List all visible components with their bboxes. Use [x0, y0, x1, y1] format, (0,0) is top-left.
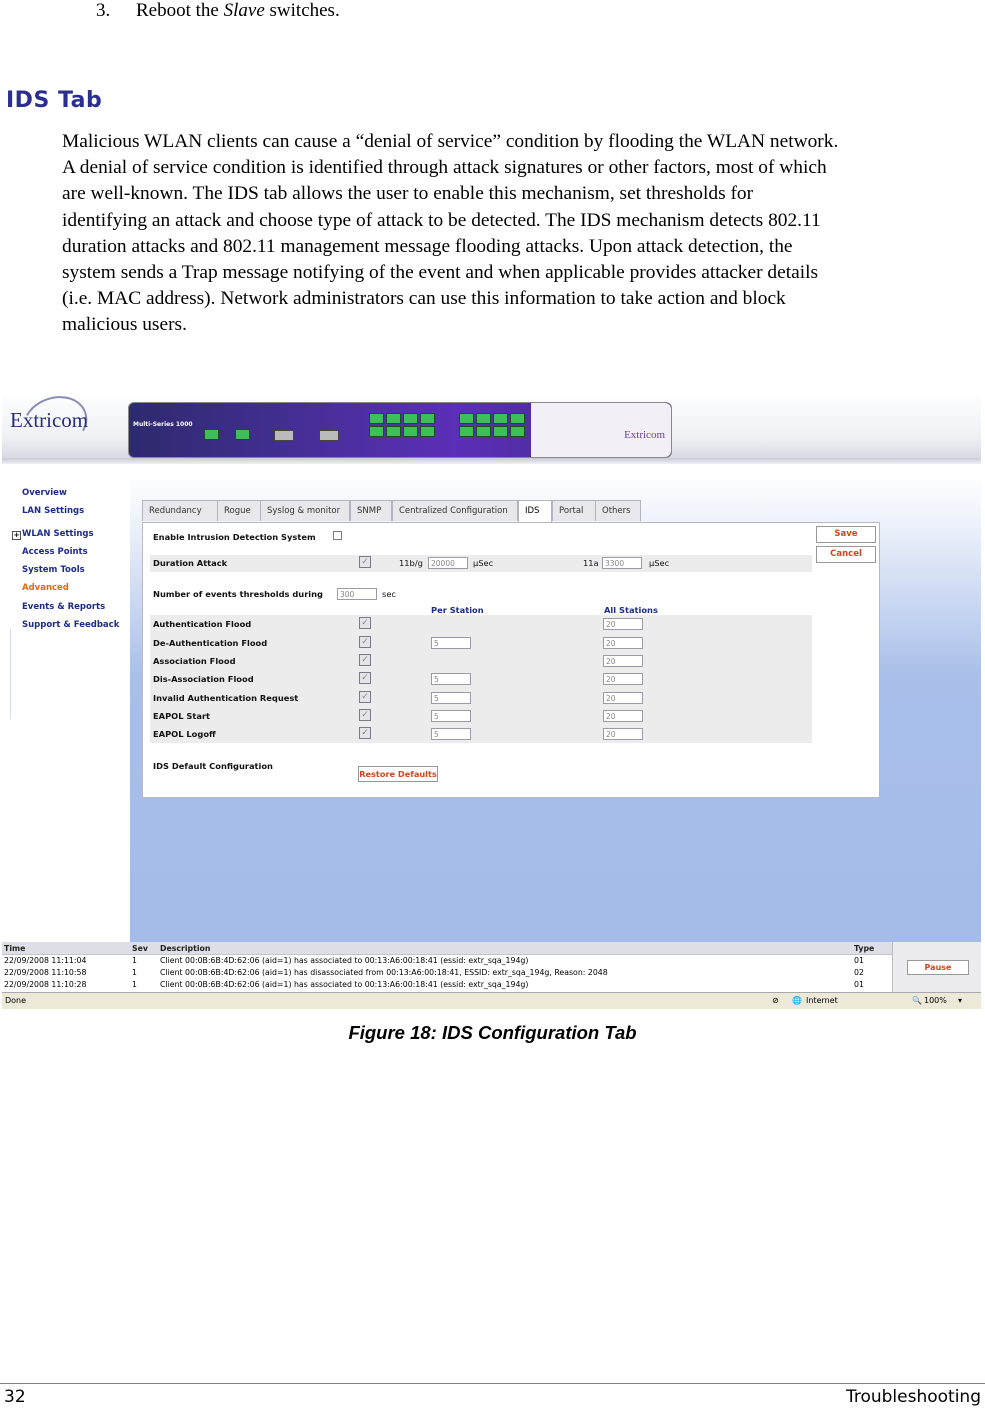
nav-events-reports[interactable]: Events & Reports [22, 601, 106, 612]
nav-advanced[interactable]: Advanced [22, 583, 69, 594]
threshold-unit: sec [382, 589, 396, 599]
sidebar-nav [10, 488, 128, 638]
chevron-down-icon[interactable]: ▾ [958, 996, 963, 1005]
ethernet-port-icon [386, 413, 401, 424]
extricom-logo: Extricom [10, 408, 89, 432]
tab-rogue[interactable]: Rogue [217, 500, 263, 521]
ethernet-port-icon [386, 426, 401, 437]
duration-a-input[interactable]: 3300 [602, 557, 642, 569]
tab-centralized-configuration[interactable]: Centralized Configuration [392, 500, 518, 521]
nav-separator [10, 629, 11, 719]
tab-syslog-monitor[interactable]: Syslog & monitor [260, 500, 350, 521]
event-desc: Client 00:0B:6B:4D:62:06 (aid=1) has associated to 00:13:A6:00:18:41 (essid: extr_sqa_194g) [160, 956, 529, 965]
duration-bg-label: 11b/g [399, 558, 423, 568]
threshold-label: Number of events thresholds during [153, 589, 323, 599]
ethernet-port-icon [459, 426, 474, 437]
nav-lan-settings[interactable]: LAN Settings [22, 506, 85, 517]
duration-attack-label: Duration Attack [153, 558, 228, 568]
duration-a-label: 11a [583, 558, 599, 568]
step-text-suffix: switches. [264, 0, 340, 21]
ids-default-config-label: IDS Default Configuration [153, 761, 273, 771]
page-number: 32 [4, 1387, 26, 1407]
header-divider [2, 458, 981, 464]
status-zoom[interactable]: 100% [924, 996, 947, 1005]
all-stations-input[interactable]: 20 [603, 710, 643, 722]
body-paragraph [62, 129, 985, 339]
event-type: 02 [854, 968, 864, 977]
ethernet-port-icon [204, 429, 219, 440]
blocked-icon: ⊘ [772, 996, 779, 1005]
per-station-header: Per Station [431, 605, 484, 615]
status-done: Done [5, 996, 27, 1005]
nav-system-tools[interactable]: System Tools [22, 565, 85, 576]
flood-label: Association Flood [153, 656, 236, 666]
col-desc-header: Description [160, 944, 211, 953]
section-title: IDS Tab [6, 88, 103, 113]
nav-wlan-settings-label: WLAN Settings [22, 528, 94, 539]
paragraph-line: (i.e. MAC address). Network administrators can use this information to take action and block [62, 288, 786, 310]
ethernet-port-icon [369, 413, 384, 424]
ethernet-port-icon [403, 426, 418, 437]
nav-support-feedback[interactable]: Support & Feedback [22, 620, 120, 631]
step-text-italic: Slave [223, 0, 265, 21]
ethernet-port-icon [369, 426, 384, 437]
step-number: 3. [96, 0, 111, 21]
sfp-port-icon [274, 430, 294, 441]
ethernet-port-icon [476, 413, 491, 424]
ethernet-port-icon [476, 426, 491, 437]
enable-ids-checkbox[interactable] [333, 531, 342, 540]
ethernet-port-icon [493, 426, 508, 437]
device-brand: Extricom [624, 429, 665, 441]
event-desc: Client 00:0B:6B:4D:62:06 (aid=1) has disassociated from 00:13:A6:00:18:41, ESSID: extr_sqa_194g, Reason: 2048 [160, 968, 608, 977]
port-bank-1 [369, 413, 435, 437]
per-station-input[interactable]: 5 [431, 673, 471, 685]
per-station-input[interactable]: 5 [431, 637, 471, 649]
pause-button[interactable]: Pause [907, 960, 969, 975]
duration-a-unit: µSec [649, 558, 670, 568]
device-model: Multi-Series 1000 [133, 421, 193, 428]
flood-checkbox[interactable]: ✓ [359, 617, 371, 629]
ids-screenshot [2, 392, 981, 1009]
col-type-header: Type [854, 944, 875, 953]
enable-ids-label: Enable Intrusion Detection System [153, 532, 316, 542]
event-sev: 1 [132, 980, 137, 989]
figure-caption: Figure 18: IDS Configuration Tab [348, 1022, 637, 1043]
footer-section: Troubleshooting [845, 1387, 981, 1407]
paragraph-line: malicious users. [62, 314, 187, 336]
event-time: 22/09/2008 11:10:58 [4, 968, 87, 977]
globe-icon: 🌐 [792, 996, 802, 1005]
tab-ids[interactable]: IDS [518, 500, 552, 523]
flood-checkbox[interactable]: ✓ [359, 727, 371, 739]
nav-wlan-settings[interactable] [10, 529, 128, 547]
flood-checkbox[interactable]: ✓ [359, 691, 371, 703]
duration-bg-input[interactable]: 20000 [428, 557, 468, 569]
ethernet-port-icon [493, 413, 508, 424]
flood-checkbox[interactable]: ✓ [359, 654, 371, 666]
uplink-ports [204, 429, 250, 440]
nav-access-points[interactable]: Access Points [22, 546, 88, 557]
event-sev: 1 [132, 968, 137, 977]
flood-label: Authentication Flood [153, 619, 252, 629]
device-faceplate [531, 403, 671, 457]
event-desc: Client 00:0B:6B:4D:62:06 (aid=1) has associated to 00:13:A6:00:18:41 (essid: extr_sqa_194g) [160, 980, 529, 989]
duration-bg-unit: µSec [473, 558, 494, 568]
tab-snmp[interactable]: SNMP [350, 500, 392, 521]
zoom-icon: 🔍 [912, 996, 922, 1005]
save-button[interactable]: Save [816, 526, 876, 543]
all-stations-input[interactable]: 20 [603, 692, 643, 704]
paragraph-line: A denial of service condition is identified through attack signatures or other factors, most of which [62, 157, 827, 179]
tab-others[interactable]: Others [595, 500, 641, 521]
restore-defaults-button[interactable]: Restore Defaults [358, 766, 438, 782]
paragraph-line: identifying an attack and choose type of attack to be detected. The IDS mechanism detects 802.11 [62, 209, 821, 231]
col-sev-header: Sev [132, 944, 148, 953]
ethernet-port-icon [420, 426, 435, 437]
all-stations-input[interactable]: 20 [603, 618, 643, 630]
all-stations-input[interactable]: 20 [603, 637, 643, 649]
paragraph-line: are well-known. The IDS tab allows the user to enable this mechanism, set thresholds for [62, 183, 754, 205]
footer-divider [0, 1383, 985, 1384]
flood-checkbox[interactable]: ✓ [359, 709, 371, 721]
nav-overview[interactable]: Overview [22, 488, 67, 498]
tab-portal[interactable]: Portal [552, 500, 596, 521]
events-side-panel [892, 942, 981, 992]
ethernet-port-icon [420, 413, 435, 424]
paragraph-line: Malicious WLAN clients can cause a “denial of service” condition by flooding the WLAN network. [62, 131, 839, 152]
flood-label: De-Authentication Flood [153, 638, 268, 648]
paragraph-line: duration attacks and 802.11 management message flooding attacks. Upon attack detection, the [62, 235, 793, 257]
cancel-button[interactable]: Cancel [816, 546, 876, 563]
event-type: 01 [854, 956, 864, 965]
events-log [2, 942, 981, 992]
flood-label: EAPOL Logoff [153, 729, 216, 739]
col-time-header: Time [4, 944, 26, 953]
browser-status-bar [2, 992, 981, 1009]
event-time: 22/09/2008 11:11:04 [4, 956, 87, 965]
event-sev: 1 [132, 956, 137, 965]
port-bank-2 [459, 413, 525, 437]
all-stations-header: All Stations [604, 605, 658, 615]
event-time: 22/09/2008 11:10:28 [4, 980, 87, 989]
all-stations-input[interactable]: 20 [603, 728, 643, 740]
flood-label: Dis-Association Flood [153, 674, 254, 684]
all-stations-input[interactable]: 20 [603, 655, 643, 667]
ethernet-port-icon [459, 413, 474, 424]
sfp-port-icon [319, 430, 339, 441]
all-stations-input[interactable]: 20 [603, 673, 643, 685]
threshold-input[interactable]: 300 [337, 588, 377, 600]
expand-tree-icon[interactable]: + [13, 530, 20, 539]
ethernet-port-icon [403, 413, 418, 424]
per-station-input[interactable]: 5 [431, 728, 471, 740]
per-station-input[interactable]: 5 [431, 710, 471, 722]
step-text-prefix: Reboot the [136, 0, 224, 21]
duration-attack-checkbox[interactable]: ✓ [359, 556, 371, 568]
ethernet-port-icon [510, 426, 525, 437]
paragraph-line: system sends a Trap message notifying of the event and when applicable provides attacker details [62, 262, 819, 284]
app-header [2, 392, 981, 458]
per-station-input[interactable]: 5 [431, 692, 471, 704]
ids-panel [142, 522, 880, 798]
tab-redundancy[interactable]: Redundancy [142, 500, 218, 521]
event-type: 01 [854, 980, 864, 989]
status-zone: Internet [806, 996, 838, 1005]
flood-checkbox[interactable]: ✓ [359, 636, 371, 648]
flood-label: Invalid Authentication Request [153, 693, 299, 703]
ethernet-port-icon [235, 429, 250, 440]
switch-device-image [128, 402, 672, 458]
step-3 [96, 0, 340, 22]
flood-label: EAPOL Start [153, 711, 210, 721]
ethernet-port-icon [510, 413, 525, 424]
flood-checkbox[interactable]: ✓ [359, 672, 371, 684]
